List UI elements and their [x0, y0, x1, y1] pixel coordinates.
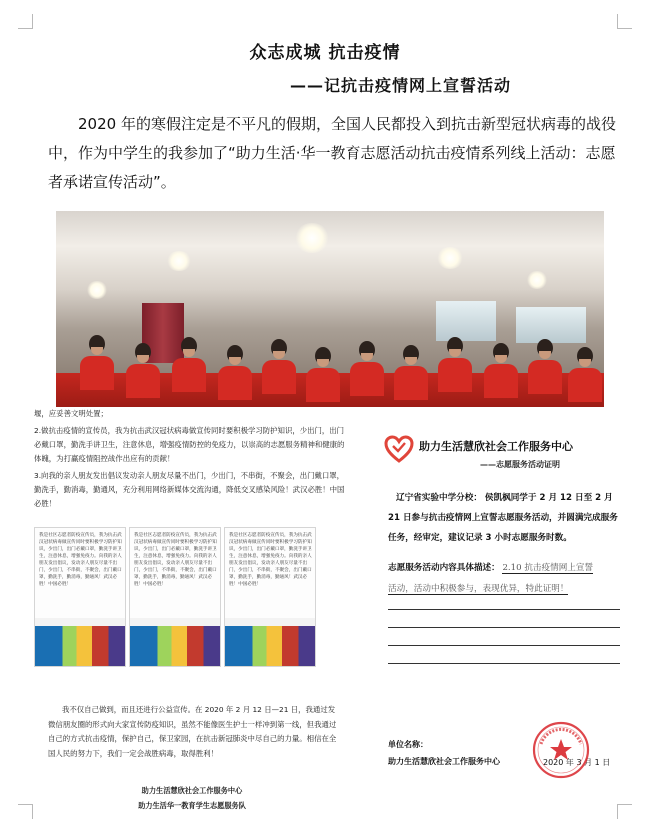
left-signature — [34, 783, 350, 813]
unit-name: 助力生活慧欣社会工作服务中心 — [388, 757, 500, 766]
poster-text: 我是社区志愿者防疫宣传员，我为抗击武汉冠状病毒做宣传同时要积极学习防护知识，少出门，出门必戴口罩，勤洗手讲卫生，注意休息，增强免疫力。向我的亲人朋友发出倡议，发动亲人朋友尽量不出门，少出门，不串街，不聚会，出门戴口罩，勤洗手，勤消毒，勤通风！武汉必胜！中国必胜！ — [229, 533, 312, 587]
description-text: 活动，活动中积极参与，表现优异，特此证明！ — [388, 584, 569, 594]
ceiling-light — [526, 271, 548, 289]
description-label: 志愿服务活动内容具体描述： — [388, 563, 500, 573]
ceiling-light — [436, 247, 464, 269]
blank-line — [388, 663, 620, 664]
poster-image-strip — [130, 626, 221, 666]
volunteer-figure — [484, 343, 518, 407]
official-seal-icon — [531, 720, 591, 780]
blank-line — [388, 609, 620, 610]
volunteer-figure — [394, 345, 428, 407]
volunteer-figure — [568, 347, 602, 407]
page-corner-mark — [617, 804, 632, 819]
page-corner-mark — [18, 804, 33, 819]
volunteer-figure — [438, 337, 472, 407]
volunteer-figure — [306, 347, 340, 407]
wechat-poster-group — [34, 527, 316, 667]
volunteer-figure — [218, 345, 252, 407]
certificate-title: ——志愿服务活动证明 — [480, 460, 560, 469]
poster-divider — [225, 618, 316, 626]
poster-image-strip — [225, 626, 316, 666]
blank-line — [388, 645, 620, 646]
signature-org: 助力生活慧欣社会工作服务中心 — [141, 786, 243, 795]
volunteer-figure — [172, 337, 206, 407]
heart-logo-icon — [384, 434, 414, 464]
page-corner-mark — [617, 14, 632, 29]
volunteer-figure — [126, 343, 160, 407]
pledge-paragraph: 3.向我的亲人朋友发出倡议发动亲人朋友尽量不出门，少出门，不串街，不聚会，出门戴口罩，勤洗手，勤消毒，勤通风，充分利用网络新媒体交流沟通，降低交叉感染风险！武汉必胜！中国必胜！ — [34, 471, 345, 508]
window — [516, 307, 586, 343]
volunteer-figure — [262, 339, 296, 407]
event-photo — [56, 211, 604, 407]
pledge-paragraph: 2.做抗击疫情的宣传员，我为抗击武汉冠状病毒做宣传同时要积极学习防护知识，少出门，出门必戴口罩，勤洗手讲卫生，注意休息，增强疫情防控的免疫力，以崇高的志愿服务精神和健康的体魄，为打赢疫情阻控战作出应有的贡献！ — [34, 426, 345, 463]
ceiling-light — [86, 281, 108, 299]
intro-paragraph: 2020 年的寒假注定是不平凡的假期，全国人民都投入到抗击新型冠状病毒的战役中，作为中学生的我参加了“助力生活·华一教育志愿活动抗击疫情系列线上活动：志愿者承诺宣传活动”。 — [48, 115, 616, 191]
pledge-text — [34, 407, 350, 514]
closing-paragraph: 我不仅自己做到，而且还进行公益宣传。在 2020 年 2 月 12 日—21 日，我通过发微信朋友圈的形式向大家宣传防疫知识，虽然不能像医生护士一样冲到第一线，但我通过自己的方式抗击疫情，保护自己，保卫家园，在抗击新冠肺炎中尽自己的力量。相信在全国人民的努力下，我们一定会战胜病毒，取得胜利！ — [48, 705, 337, 758]
pledge-paragraph: 堰，应妥善文明处置； — [34, 409, 108, 418]
document-subtitle: ——记抗击疫情网上宣誓活动 — [290, 76, 512, 95]
poster-divider — [130, 618, 221, 626]
ceiling-light — [166, 251, 192, 271]
ceiling-light — [294, 223, 330, 253]
activity-description — [388, 558, 624, 600]
description-text: 2.10 抗击疫情网上宣誓 — [502, 563, 594, 573]
certificate-org-name: 助力生活慧欣社会工作服务中心 — [419, 440, 573, 453]
certificate-date: 2020 年 3 月 1 日 — [543, 758, 611, 767]
window — [436, 301, 496, 341]
poster-text: 我是社区志愿者防疫宣传员，我为抗击武汉冠状病毒做宣传同时要积极学习防护知识，少出门，出门必戴口罩，勤洗手讲卫生，注意休息，增强免疫力。向我的亲人朋友发出倡议，发动亲人朋友尽量不出门，少出门，不串街，不聚会，出门戴口罩，勤洗手，勤消毒，勤通风！武汉必胜！中国必胜！ — [39, 533, 122, 587]
document-title: 众志成城 抗击疫情 — [249, 43, 401, 63]
signature-team: 助力生活华一教育学生志愿服务队 — [138, 801, 246, 810]
wechat-poster — [34, 527, 126, 667]
blank-line — [388, 627, 620, 628]
poster-text: 我是社区志愿者防疫宣传员，我为抗击武汉冠状病毒做宣传同时要积极学习防护知识，少出门，出门必戴口罩，勤洗手讲卫生，注意休息，增强免疫力。向我的亲人朋友发出倡议，发动亲人朋友尽量不出门，少出门，不串街，不聚会，出门戴口罩，勤洗手，勤消毒，勤通风！武汉必胜！中国必胜！ — [134, 533, 217, 587]
wechat-poster — [129, 527, 221, 667]
poster-image-strip — [35, 626, 126, 666]
volunteer-figure — [80, 335, 114, 407]
volunteer-figure — [528, 339, 562, 407]
unit-label: 单位名称： — [388, 740, 428, 749]
certificate-body: 辽宁省实验中学分校： 侯凯枫同学于 2 月 12 日至 2 月 21 日参与抗击疫情网上宣誓志愿服务活动，并圆满完成服务任务，经审定，建议记录 3 小时志愿服务时数。 — [388, 493, 618, 543]
poster-divider — [35, 618, 126, 626]
wechat-poster — [224, 527, 316, 667]
page-corner-mark — [18, 14, 33, 29]
volunteer-figure — [350, 341, 384, 407]
